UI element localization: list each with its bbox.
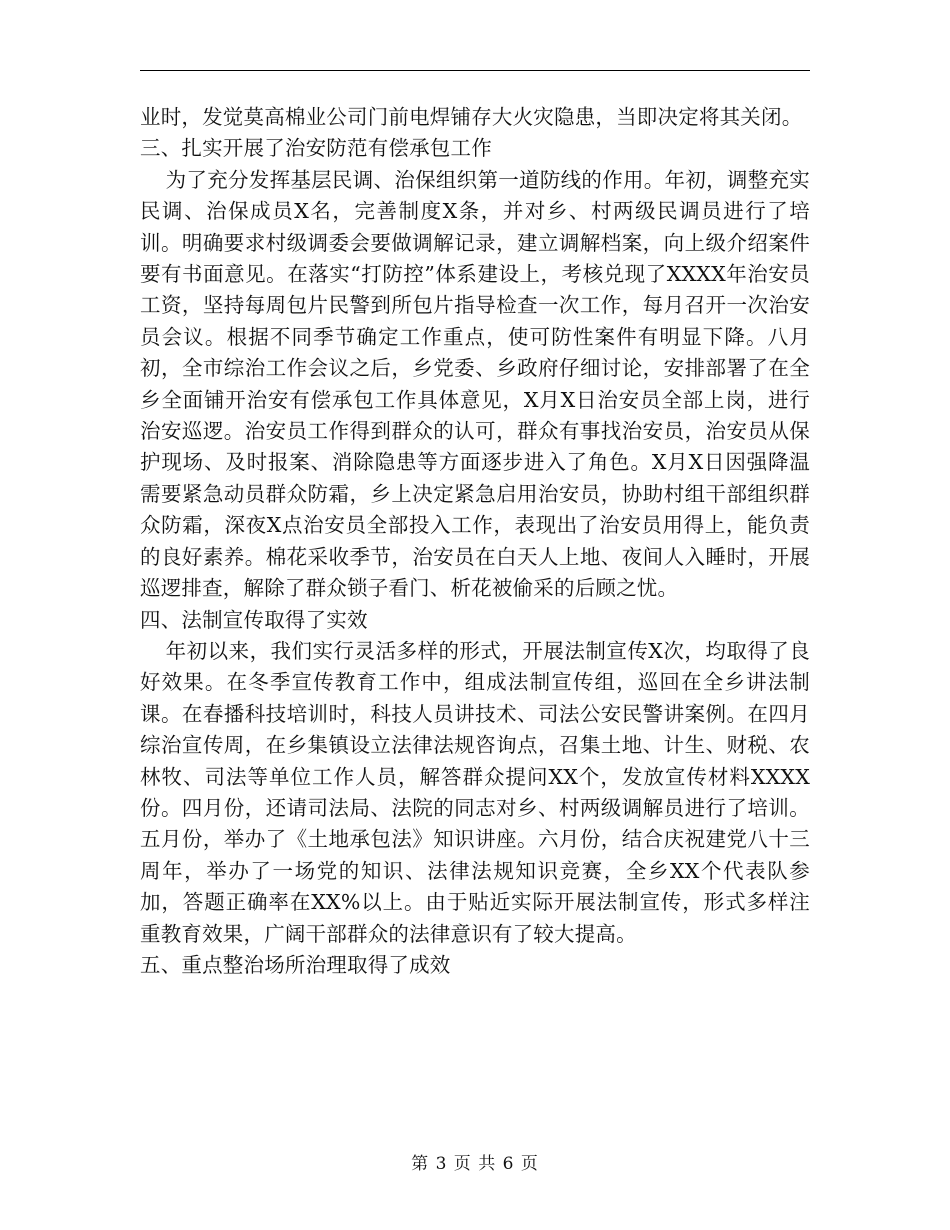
page-number-footer: 第 3 页 共 6 页 — [411, 1154, 539, 1174]
body-paragraph: 为了充分发挥基层民调、治保组织第一道防线的作用。年初，调整充实民调、治保成员X名，完善制度X条，并对乡、村两级民调员进行了培训。明确要求村级调委会要做调解记录，建立调解档案，向上级介绍案件要有书面意见。在落实“打防控”体系建设上，考核兑现了XXXX年治安员工资，坚持每周包片民警到所包片指导检查一次工作，每月召开一次治安员会议。根据不同季节确定工作重点，使可防性案件有明显下降。八月初，全市综治工作会议之后，乡党委、乡政府仔细讨论，安排部署了在全乡全面铺开治安有偿承包工作具体意见，X月X日治安员全部上岗，进行治安巡逻。治安员工作得到群众的认可，群众有事找治安员，治安员从保护现场、及时报案、消除隐患等方面逐步进入了角色。X月X日因强降温需要紧急动员群众防霜，乡上决定紧急启用治安员，协助村组干部组织群众防霜，深夜X点治安员全部投入工作，表现出了治安员用得上，能负责的良好素养。棉花采收季节，治安员在白天人上地、夜间人入睡时，开展巡逻排查，解除了群众锁子看门、析花被偷采的后顾之忧。 — [140, 167, 810, 601]
body-paragraph: 年初以来，我们实行灵活多样的形式，开展法制宣传X次，均取得了良好效果。在冬季宣传教育工作中，组成法制宣传组，巡回在全乡讲法制课。在春播科技培训时，科技人员讲技术、司法公安民警讲案例。在四月综治宣传周，在乡集镇设立法律法规咨询点，召集土地、计生、财税、农林牧、司法等单位工作人员，解答群众提问XX个，发放宣传材料XXXX份。四月份，还请司法局、法院的同志对乡、村两级调解员进行了培训。五月份，举办了《土地承包法》知识讲座。六月份，结合庆祝建党八十三周年，举办了一场党的知识、法律法规知识竞赛，全乡XX个代表队参加，答题正确率在XX%以上。由于贴近实际开展法制宣传，形式多样注重教育效果，广阔干部群众的法律意识有了较大提高。 — [140, 638, 810, 946]
section-heading: 三、扎实开展了治安防范有偿承包工作 — [140, 136, 492, 161]
section-heading: 四、法制宣传取得了实效 — [140, 607, 368, 632]
header-rule — [140, 70, 810, 71]
document-body — [140, 102, 810, 981]
body-paragraph: 业时，发觉莫高棉业公司门前电焊铺存大火灾隐患，当即决定将其关闭。 — [140, 105, 803, 129]
section-heading: 五、重点整治场所治理取得了成效 — [140, 952, 451, 977]
